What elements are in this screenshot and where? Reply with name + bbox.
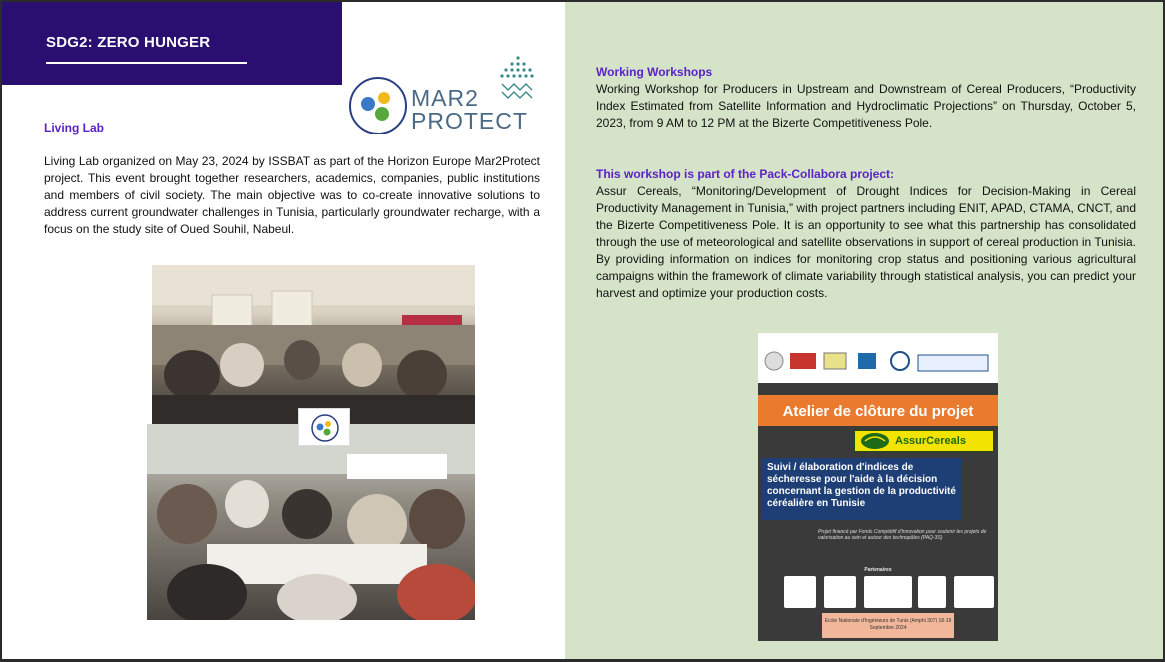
partner-logo-pole-bizerte — [954, 576, 994, 608]
meeting-room-illustration — [152, 265, 475, 425]
badge-emblem-icon — [299, 409, 351, 447]
living-lab-photo-2 — [147, 424, 475, 620]
poster-subtitle-box — [762, 458, 962, 520]
workshops-paragraph: Working Workshop for Producers in Upstream and Downstream of Cereal Producers, “Productivity Index Estimated from Satellite Information and Hydroclimatic Projections” on Thursday, October 5, 2023, from 9 AM to 12 PM at the Bizerte Competitiveness Pole. — [596, 82, 1136, 130]
living-lab-heading: Living Lab — [44, 121, 104, 135]
banner-title: SDG2: ZERO HUNGER — [46, 34, 211, 51]
partner-logo-cnct — [918, 576, 946, 608]
poster-title: Atelier de clôture du projet — [782, 403, 974, 420]
logo-dots-icon — [498, 54, 538, 104]
poster-funding-note: Projet financé par Fonds Compétitif d'Innovation pour soutenir les projets de valorisation au sein et autour des technopôles (PAQ-3S) — [818, 529, 987, 541]
assurcereals-logo — [854, 430, 994, 452]
workshop-poster — [758, 333, 998, 641]
banner-underline — [46, 62, 247, 64]
poster-footer-text: Ecole Nationale d'Ingénieurs de Tunis (Amphi 307) 18-19 Septembre 2024 — [824, 618, 952, 631]
logo-emblem-icon — [344, 74, 412, 134]
partner-logo-apad — [864, 576, 912, 608]
pack-collabora-heading: This workshop is part of the Pack-Collabora project: — [596, 167, 895, 181]
poster-title-band — [758, 395, 998, 426]
poster-partner-row — [784, 576, 994, 608]
living-lab-photo-1 — [152, 265, 475, 425]
sdg-banner — [2, 2, 342, 85]
logo-text-line1: MAR2 — [411, 85, 479, 111]
assurcereals-text: AssurCereals — [895, 435, 966, 447]
workshop-group-illustration — [147, 424, 475, 620]
workshops-heading: Working Workshops — [596, 65, 713, 79]
photo-logo-badge — [298, 408, 350, 446]
pack-collabora-paragraph: Assur Cereals, “Monitoring/Development of Drought Indices for Decision-Making in Cereal Productivity Management in Tunisia,” with project partners including ENIT, APAD, CTAMA, CNCT, and the Bizerte Competitiveness Pole. It is an opportunity to see what this partnership has consolidated through the use of meteorological and satellite observations in support of cereal production in Tunisia. By providing information on indices for monitoring crop status and positioning various agricultural campaigns within the framework of climate variability through statistical analysis, you can predict your harvest and optimize your production costs. — [596, 184, 1136, 300]
poster-subtitle: Suivi / élaboration d'indices de sécheresse pour l'aide à la décision concernant la gestion de la productivité céréalière en Tunisie — [767, 462, 956, 509]
poster-partner-logos-icon — [758, 333, 998, 383]
partner-logo-ctama — [824, 576, 856, 608]
logo-text-line2: PROTECT — [411, 108, 528, 134]
partner-logo-nlb — [784, 576, 816, 608]
poster-footer-box — [822, 613, 954, 638]
left-panel — [2, 2, 565, 662]
living-lab-paragraph: Living Lab organized on May 23, 2024 by ISSBAT as part of the Horizon Europe Mar2Protect project. This event brought together researchers, academics, companies, public institutions and members of civil society. The main objective was to co-create innovative solutions to address current groundwater challenges in Tunisia, particularly groundwater recharge, with a focus on the study site of Oued Souhil, Nabeul. — [44, 154, 540, 236]
poster-logo-strip — [758, 333, 998, 383]
poster-partners-label: Partenaires — [864, 567, 892, 573]
assurcereals-leaf-icon — [857, 431, 893, 451]
mar2protect-logo — [344, 54, 540, 136]
